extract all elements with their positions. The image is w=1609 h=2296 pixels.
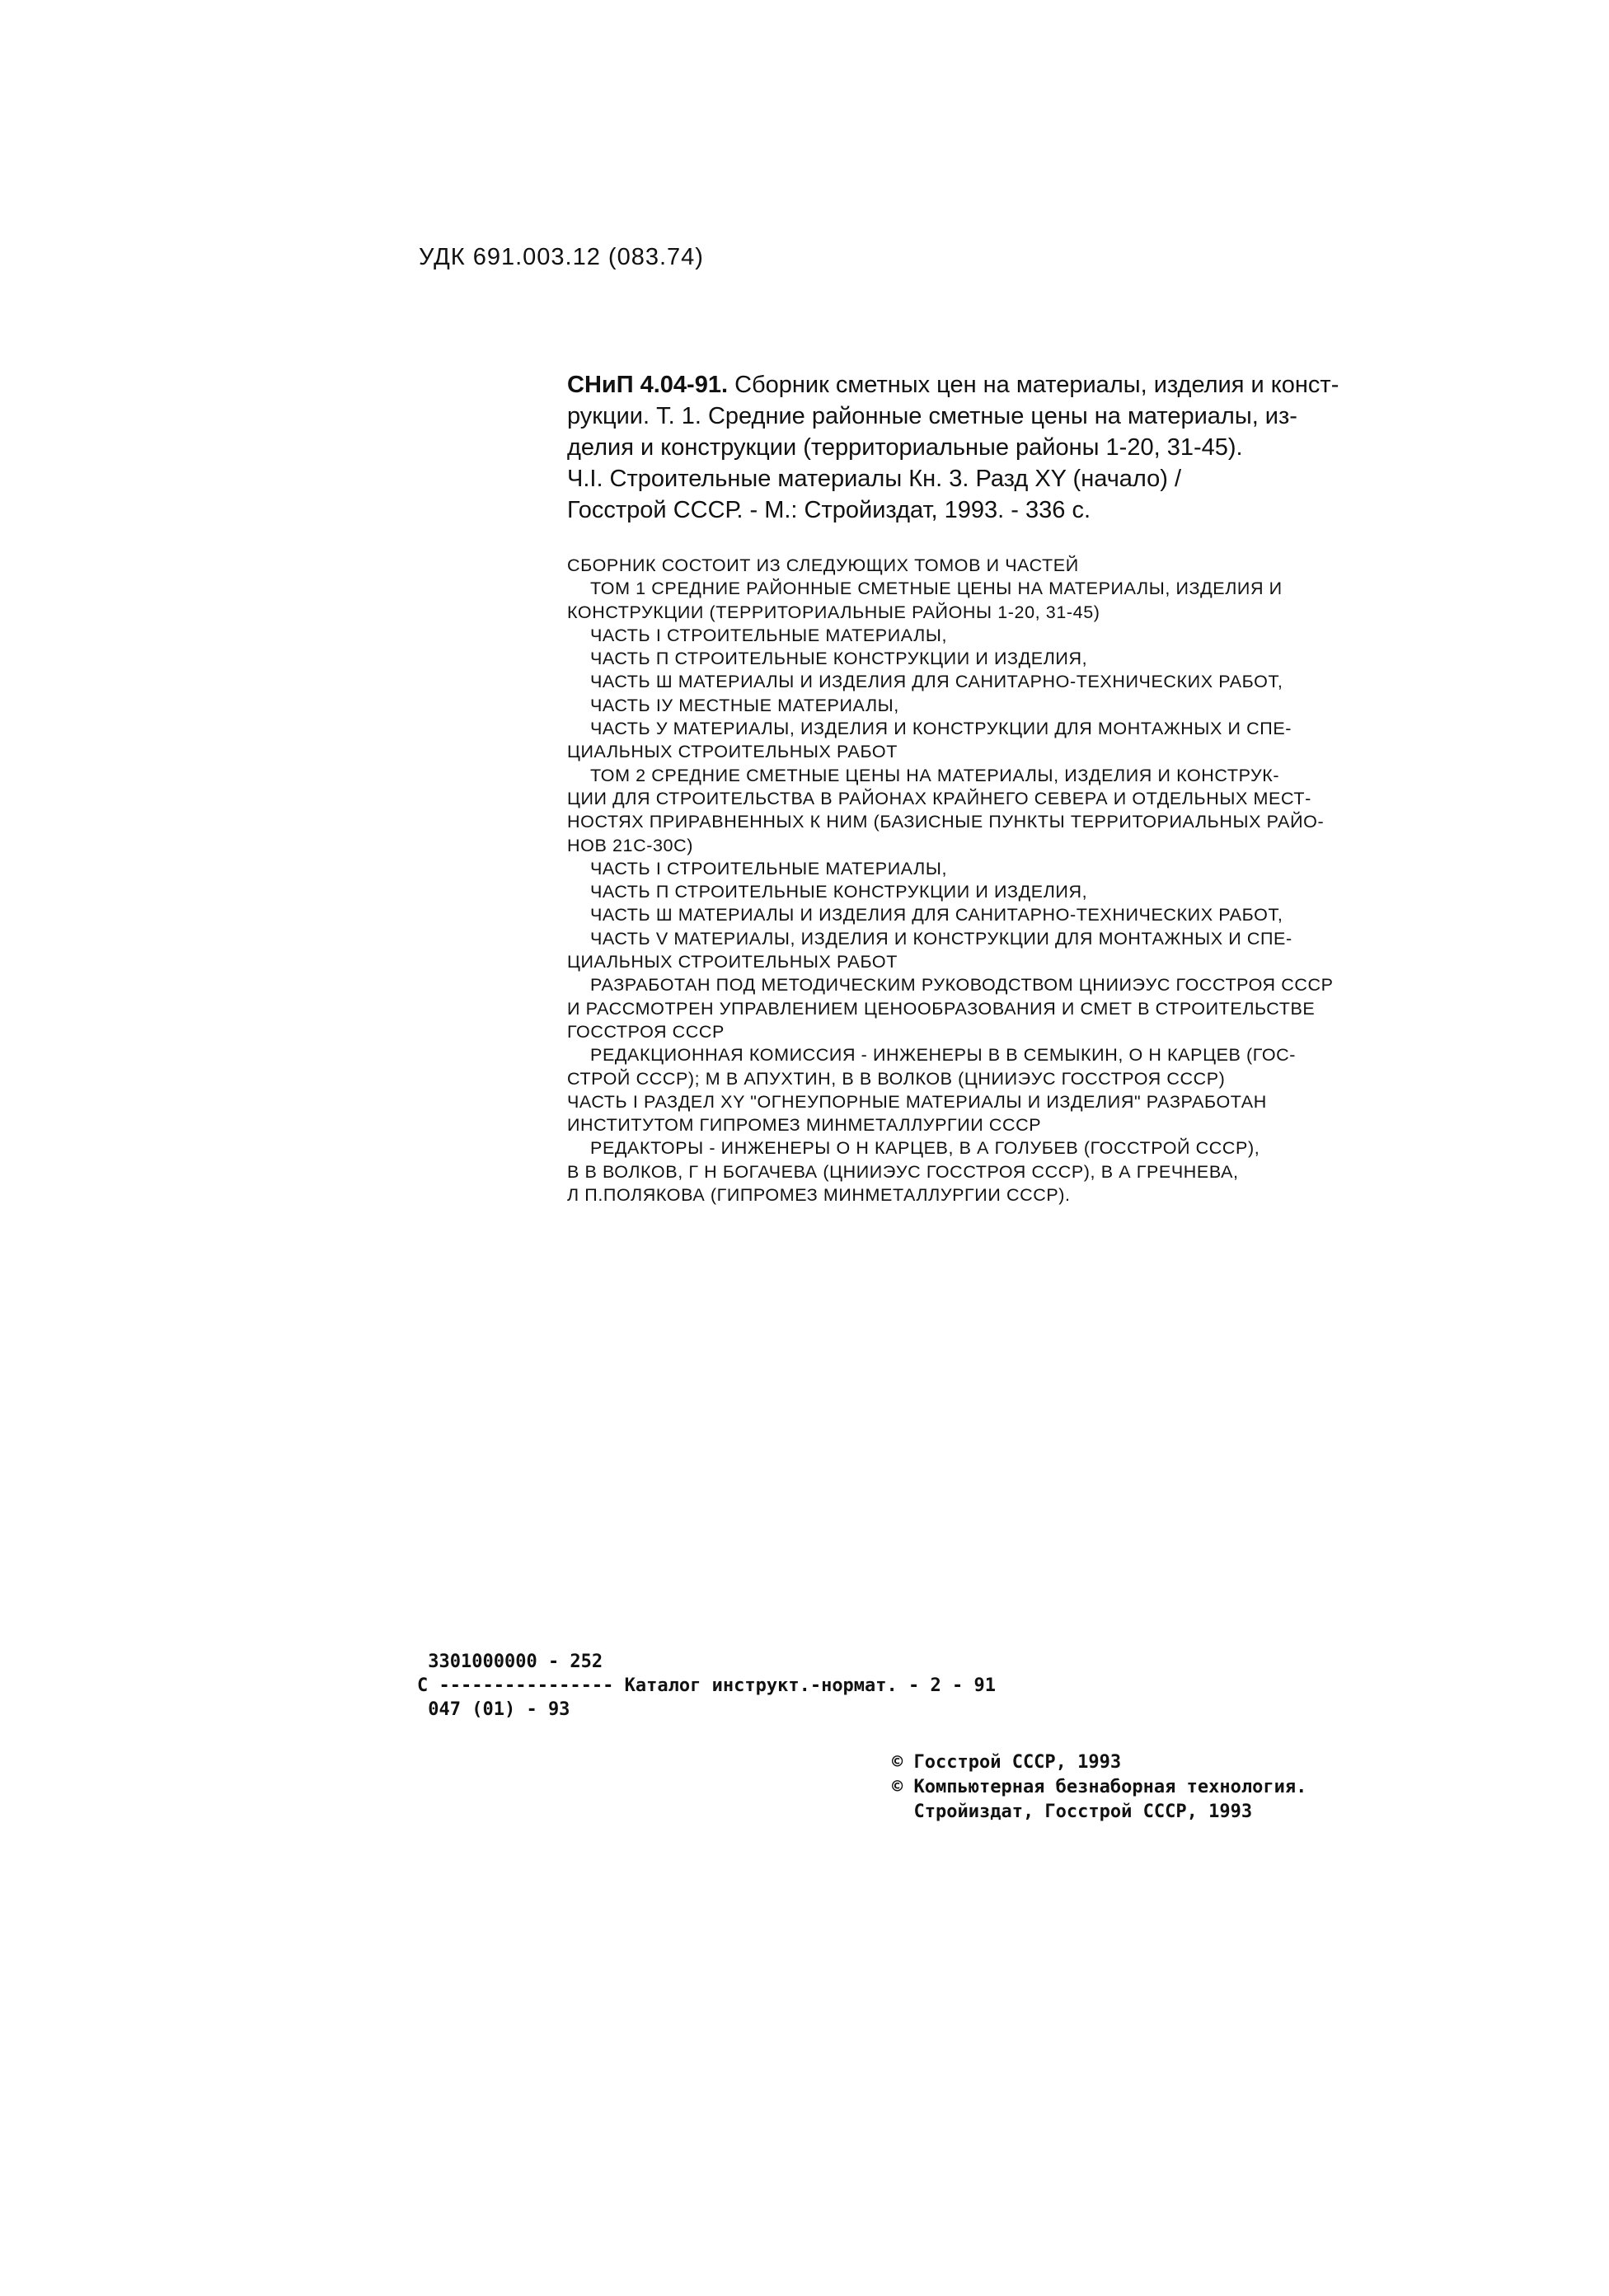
copyright-line-1: © Госстрой СССР, 1993 — [892, 1752, 1122, 1773]
contents-line: НОСТЯХ ПРИРАВНЕННЫХ К НИМ (БАЗИСНЫЕ ПУНКТЫ ТЕРРИТОРИАЛЬНЫХ РАЙО- — [567, 812, 1325, 832]
contents-line: СБОРНИК СОСТОИТ ИЗ СЛЕДУЮЩИХ ТОМОВ И ЧАСТЕЙ — [567, 555, 1079, 575]
contents-line: ЦИАЛЬНЫХ СТРОИТЕЛЬНЫХ РАБОТ — [567, 952, 898, 972]
contents-line: ЧАСТЬ У МАТЕРИАЛЫ, ИЗДЕЛИЯ И КОНСТРУКЦИИ ДЛЯ МОНТАЖНЫХ И СПЕ- — [590, 719, 1292, 739]
contents-line: ЧАСТЬ I СТРОИТЕЛЬНЫЕ МАТЕРИАЛЫ, — [590, 625, 948, 645]
contents-line: ЧАСТЬ Ш МАТЕРИАЛЫ И ИЗДЕЛИЯ ДЛЯ САНИТАРНО-ТЕХНИЧЕСКИХ РАБОТ, — [590, 905, 1283, 925]
contents-block — [567, 554, 1358, 1207]
contents-line: ИНСТИТУТОМ ГИПРОМЕЗ МИНМЕТАЛЛУРГИИ СССР — [567, 1115, 1042, 1136]
contents-line: РАЗРАБОТАН ПОД МЕТОДИЧЕСКИМ РУКОВОДСТВОМ ЦНИИЭУС ГОССТРОЯ СССР — [590, 975, 1334, 996]
contents-line: ЦИИ ДЛЯ СТРОИТЕЛЬСТВА В РАЙОНАХ КРАЙНЕГО СЕВЕРА И ОТДЕЛЬНЫХ МЕСТ- — [567, 788, 1311, 808]
contents-line: ГОССТРОЯ СССР — [567, 1021, 725, 1042]
citation-line-1-text: Сборник сметных цен на материалы, изделия и конст- — [728, 372, 1339, 398]
contents-line: ТОМ 2 СРЕДНИЕ СМЕТНЫЕ ЦЕНЫ НА МАТЕРИАЛЫ, ИЗДЕЛИЯ И КОНСТРУК- — [590, 765, 1280, 785]
citation-line-1 — [567, 369, 1372, 401]
contents-line: ЧАСТЬ П СТРОИТЕЛЬНЫЕ КОНСТРУКЦИИ И ИЗДЕЛИЯ, — [590, 649, 1088, 669]
contents-line: ЧАСТЬ IУ МЕСТНЫЕ МАТЕРИАЛЫ, — [590, 695, 899, 715]
contents-line: ЦИАЛЬНЫХ СТРОИТЕЛЬНЫХ РАБОТ — [567, 742, 898, 762]
citation-line-3: делия и конструкции (территориальные районы 1-20, 31-45). — [567, 434, 1243, 461]
citation-line-4: Ч.I. Строительные материалы Кн. 3. Разд XY (начало) / — [567, 466, 1182, 492]
contents-line: ЧАСТЬ П СТРОИТЕЛЬНЫЕ КОНСТРУКЦИИ И ИЗДЕЛИЯ, — [590, 882, 1088, 902]
copyright-line-3: Стройиздат, Госстрой СССР, 1993 — [892, 1802, 1253, 1822]
catalog-index — [417, 1650, 996, 1722]
catalog-line-2: С ---------------- Каталог инструкт.-нормат. - 2 - 91 — [417, 1675, 996, 1696]
citation-line-2: рукции. Т. 1. Средние районные сметные цены на материалы, из- — [567, 403, 1297, 429]
copyright-line-2: © Компьютерная безнаборная технология. — [892, 1777, 1307, 1797]
contents-line: ЧАСТЬ V МАТЕРИАЛЫ, ИЗДЕЛИЯ И КОНСТРУКЦИИ ДЛЯ МОНТАЖНЫХ И СПЕ- — [590, 928, 1292, 949]
catalog-line-1: 3301000000 - 252 — [417, 1652, 603, 1672]
citation-title: СНиП 4.04-91. — [567, 372, 729, 398]
contents-line: СТРОЙ СССР); М В АПУХТИН, В В ВОЛКОВ (ЦНИИЭУС ГОССТРОЯ СССР) — [567, 1068, 1226, 1089]
contents-line: НОВ 21С-30С) — [567, 835, 693, 855]
contents-line: КОНСТРУКЦИИ (ТЕРРИТОРИАЛЬНЫЕ РАЙОНЫ 1-20, 31-45) — [567, 602, 1100, 622]
contents-line: РЕДАКТОРЫ - ИНЖЕНЕРЫ О Н КАРЦЕВ, В А ГОЛУБЕВ (ГОССТРОЙ СССР), — [590, 1138, 1260, 1159]
contents-line: ТОМ 1 СРЕДНИЕ РАЙОННЫЕ СМЕТНЫЕ ЦЕНЫ НА МАТЕРИАЛЫ, ИЗДЕЛИЯ И — [590, 579, 1283, 599]
contents-line: Л П.ПОЛЯКОВА (ГИПРОМЕЗ МИНМЕТАЛЛУРГИИ СССР). — [567, 1185, 1071, 1206]
bibliographic-citation — [567, 369, 1372, 526]
citation-line-5: Госстрой СССР. - М.: Стройиздат, 1993. - 336 с. — [567, 497, 1091, 523]
contents-line: ЧАСТЬ I СТРОИТЕЛЬНЫЕ МАТЕРИАЛЫ, — [590, 858, 948, 879]
copyright-notice — [892, 1750, 1306, 1825]
contents-line: РЕДАКЦИОННАЯ КОМИССИЯ - ИНЖЕНЕРЫ В В СЕМЫКИН, О Н КАРЦЕВ (ГОС- — [590, 1045, 1297, 1066]
contents-line: В В ВОЛКОВ, Г Н БОГАЧЕВА (ЦНИИЭУС ГОССТРОЯ СССР), В А ГРЕЧНЕВА, — [567, 1161, 1239, 1182]
contents-line: ЧАСТЬ Ш МАТЕРИАЛЫ И ИЗДЕЛИЯ ДЛЯ САНИТАРНО-ТЕХНИЧЕСКИХ РАБОТ, — [590, 672, 1283, 692]
contents-line: ЧАСТЬ I РАЗДЕЛ XY "ОГНЕУПОРНЫЕ МАТЕРИАЛЫ И ИЗДЕЛИЯ" РАЗРАБОТАН — [567, 1091, 1267, 1112]
catalog-line-3: 047 (01) - 93 — [417, 1699, 570, 1720]
udk-code: УДК 691.003.12 (083.74) — [419, 244, 704, 270]
contents-line: И РАССМОТРЕН УПРАВЛЕНИЕМ ЦЕНООБРАЗОВАНИЯ И СМЕТ В СТРОИТЕЛЬСТВЕ — [567, 998, 1316, 1019]
